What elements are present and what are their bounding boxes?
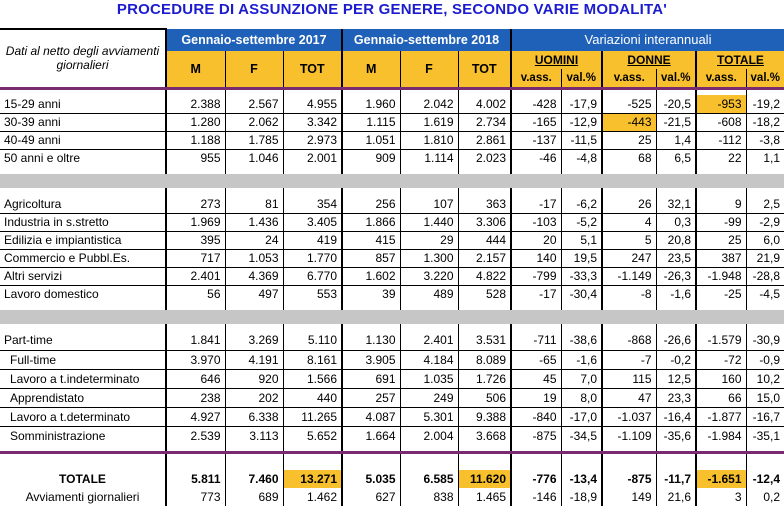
row-label: Apprendistato	[0, 388, 166, 407]
table-cell: 440	[283, 388, 342, 407]
group-totale: TOTALE	[696, 51, 784, 69]
total-section	[0, 452, 784, 506]
table-cell: -13,4	[561, 470, 602, 488]
table-cell: 19,5	[561, 249, 602, 267]
table-cell: 7.460	[225, 470, 283, 488]
table-cell: 2,5	[746, 195, 784, 213]
table-cell: -5,2	[561, 213, 602, 231]
table-cell: -11,7	[656, 470, 696, 488]
table-cell: -35,6	[656, 426, 696, 445]
table-cell: 2.157	[458, 249, 511, 267]
table-cell: 3.342	[283, 113, 342, 131]
table-cell: 13.271	[283, 470, 342, 488]
table-cell: 1.465	[458, 488, 511, 506]
table-cell: -776	[511, 470, 561, 488]
table-row	[0, 95, 784, 113]
table-row	[0, 470, 784, 488]
table-cell: 25	[602, 131, 656, 149]
row-label: 50 anni e oltre	[0, 149, 166, 167]
table-cell: -17,0	[561, 407, 602, 426]
table-row	[0, 213, 784, 231]
col-totale-vass: v.ass.	[696, 69, 746, 88]
table-cell: 24	[225, 231, 283, 249]
table-cell: 1.436	[225, 213, 283, 231]
table-cell: 2.388	[166, 95, 225, 113]
table-cell: 1.619	[400, 113, 458, 131]
table-cell: 1.130	[342, 331, 400, 350]
table-cell: 5.811	[166, 470, 225, 488]
table-cell: 47	[602, 388, 656, 407]
table-cell: -146	[511, 488, 561, 506]
table-cell: -0,2	[656, 350, 696, 369]
table-cell: 5.110	[283, 331, 342, 350]
separator	[0, 310, 784, 324]
table-cell: 1.602	[342, 267, 400, 285]
table-cell: 2.023	[458, 149, 511, 167]
table-cell: -608	[696, 113, 746, 131]
table-cell: 10,2	[746, 369, 784, 388]
col-tot-2018: TOT	[458, 51, 511, 88]
table-cell: -12,4	[746, 470, 784, 488]
table-cell: 717	[166, 249, 225, 267]
table-cell: -38,6	[561, 331, 602, 350]
table-cell: 1.810	[400, 131, 458, 149]
table-cell: 419	[283, 231, 342, 249]
col-m-2017: M	[166, 51, 225, 88]
table-cell: 1.051	[342, 131, 400, 149]
table-cell: 3.531	[458, 331, 511, 350]
table-cell: -26,6	[656, 331, 696, 350]
table-cell: 25	[696, 231, 746, 249]
table-cell: -428	[511, 95, 561, 113]
table-cell: 247	[602, 249, 656, 267]
table-cell: -33,3	[561, 267, 602, 285]
table-cell: 11.620	[458, 470, 511, 488]
table-cell: 4.184	[400, 350, 458, 369]
table-cell: 21,9	[746, 249, 784, 267]
table-cell: 2.401	[166, 267, 225, 285]
table-cell: 354	[283, 195, 342, 213]
table-cell: -1.877	[696, 407, 746, 426]
table-cell: 1.035	[400, 369, 458, 388]
row-label: Lavoro a t.determinato	[0, 407, 166, 426]
table-row	[0, 285, 784, 303]
table-cell: -21,5	[656, 113, 696, 131]
table-cell: 6.770	[283, 267, 342, 285]
table-row	[0, 131, 784, 149]
age-section	[0, 88, 784, 174]
col-f-2018: F	[400, 51, 458, 88]
table-cell: 3.306	[458, 213, 511, 231]
table-cell: 21,6	[656, 488, 696, 506]
table-cell: -18,2	[746, 113, 784, 131]
table-row	[0, 350, 784, 369]
table-row	[0, 369, 784, 388]
table-cell: 20,8	[656, 231, 696, 249]
table-cell: 3.113	[225, 426, 283, 445]
table-cell: -2,9	[746, 213, 784, 231]
table-cell: 4.002	[458, 95, 511, 113]
group-donne: DONNE	[602, 51, 696, 69]
table-cell: 497	[225, 285, 283, 303]
variations-header: Variazioni interannuali	[511, 29, 784, 51]
table-row	[0, 407, 784, 426]
table-cell: 3	[696, 488, 746, 506]
col-uomini-vass: v.ass.	[511, 69, 561, 88]
table-cell: 11.265	[283, 407, 342, 426]
table-cell: -1.037	[602, 407, 656, 426]
table-cell: 4.191	[225, 350, 283, 369]
period-2017-header: Gennaio-settembre 2017	[166, 29, 342, 51]
table-cell: -46	[511, 149, 561, 167]
table-cell: 5.652	[283, 426, 342, 445]
table-cell: 26	[602, 195, 656, 213]
row-label: Industria in s.stretto	[0, 213, 166, 231]
table-cell: 1.785	[225, 131, 283, 149]
table-cell: -1.579	[696, 331, 746, 350]
table-cell: 1.664	[342, 426, 400, 445]
table-cell: -3,8	[746, 131, 784, 149]
table-cell: 4.955	[283, 95, 342, 113]
group-uomini: UOMINI	[511, 51, 602, 69]
table-cell: 1.188	[166, 131, 225, 149]
table-cell: 273	[166, 195, 225, 213]
table-cell: -868	[602, 331, 656, 350]
table-row	[0, 113, 784, 131]
table-cell: 2.001	[283, 149, 342, 167]
table-cell: 1.841	[166, 331, 225, 350]
table-cell: -4,8	[561, 149, 602, 167]
row-label: TOTALE	[59, 472, 106, 486]
table-cell: 2.401	[400, 331, 458, 350]
table-cell: 3.668	[458, 426, 511, 445]
table-cell: -65	[511, 350, 561, 369]
table-cell: -6,2	[561, 195, 602, 213]
table-cell: 15,0	[746, 388, 784, 407]
row-label: Lavoro domestico	[0, 285, 166, 303]
table-cell: 3.970	[166, 350, 225, 369]
table-cell: 2.973	[283, 131, 342, 149]
table-cell: -16,7	[746, 407, 784, 426]
table-cell: 3.905	[342, 350, 400, 369]
table-cell: 39	[342, 285, 400, 303]
col-totale-valpct: val.%	[746, 69, 784, 88]
table-cell: 1.726	[458, 369, 511, 388]
table-cell: 1,1	[746, 149, 784, 167]
table-cell: 2.734	[458, 113, 511, 131]
table-cell: 56	[166, 285, 225, 303]
table-cell: 1.300	[400, 249, 458, 267]
table-cell: 2.004	[400, 426, 458, 445]
row-label: Commercio e Pubbl.Es.	[0, 249, 166, 267]
table-cell: 5.035	[342, 470, 400, 488]
table-cell: 20	[511, 231, 561, 249]
table-cell: 773	[166, 488, 225, 506]
table-cell: 2.062	[225, 113, 283, 131]
table-cell: 249	[400, 388, 458, 407]
row-label: Agricoltura	[4, 196, 62, 211]
header-row-periods	[0, 29, 784, 51]
col-uomini-valpct: val.%	[561, 69, 602, 88]
sector-section	[0, 188, 784, 310]
row-label: Part-time	[4, 333, 53, 348]
table-cell: 2.861	[458, 131, 511, 149]
table-cell: -840	[511, 407, 561, 426]
table-cell: 5,1	[561, 231, 602, 249]
table-cell: -799	[511, 267, 561, 285]
col-donne-vass: v.ass.	[602, 69, 656, 88]
table-cell: 1,4	[656, 131, 696, 149]
table-cell: -17	[511, 285, 561, 303]
table-cell: 7,0	[561, 369, 602, 388]
table-cell: 9	[696, 195, 746, 213]
table-cell: -1.109	[602, 426, 656, 445]
table-cell: -30,9	[746, 331, 784, 350]
table-cell: 0,2	[746, 488, 784, 506]
table-cell: 4.927	[166, 407, 225, 426]
table-row	[0, 267, 784, 285]
table-cell: 5	[602, 231, 656, 249]
table-cell: -34,5	[561, 426, 602, 445]
table-cell: -1.948	[696, 267, 746, 285]
table-cell: -1.149	[602, 267, 656, 285]
table-cell: 12,5	[656, 369, 696, 388]
table-cell: -103	[511, 213, 561, 231]
table-cell: -16,4	[656, 407, 696, 426]
separator	[0, 174, 784, 188]
table-cell: -953	[696, 95, 746, 113]
table-cell: 1.770	[283, 249, 342, 267]
table-cell: -4,5	[746, 285, 784, 303]
col-f-2017: F	[225, 51, 283, 88]
table-row	[0, 249, 784, 267]
table-cell: 646	[166, 369, 225, 388]
table-cell: 1.866	[342, 213, 400, 231]
table-cell: -1.651	[696, 470, 746, 488]
table-cell: 1.115	[342, 113, 400, 131]
hiring-table	[0, 28, 784, 506]
table-cell: 955	[166, 149, 225, 167]
table-cell: 8.089	[458, 350, 511, 369]
table-cell: 1.046	[225, 149, 283, 167]
table-cell: -165	[511, 113, 561, 131]
table-cell: 29	[400, 231, 458, 249]
table-cell: 8,0	[561, 388, 602, 407]
table-cell: 66	[696, 388, 746, 407]
table-cell: -25	[696, 285, 746, 303]
table-cell: 160	[696, 369, 746, 388]
table-cell: 3.269	[225, 331, 283, 350]
table-cell: 3.405	[283, 213, 342, 231]
row-label: 30-39 anni	[0, 113, 166, 131]
table-cell: -112	[696, 131, 746, 149]
table-cell: 920	[225, 369, 283, 388]
table-cell: 115	[602, 369, 656, 388]
table-cell: -17,9	[561, 95, 602, 113]
row-label: Somministrazione	[0, 426, 166, 445]
table-row	[0, 388, 784, 407]
table-cell: 5.301	[400, 407, 458, 426]
table-cell: -26,3	[656, 267, 696, 285]
table-cell: 3.220	[400, 267, 458, 285]
table-cell: 691	[342, 369, 400, 388]
table-cell: -7	[602, 350, 656, 369]
table-cell: -18,9	[561, 488, 602, 506]
table-cell: 4.369	[225, 267, 283, 285]
table-cell: 256	[342, 195, 400, 213]
table-cell: 1.053	[225, 249, 283, 267]
table-cell: 202	[225, 388, 283, 407]
table-cell: -28,8	[746, 267, 784, 285]
table-cell: 4.822	[458, 267, 511, 285]
table-cell: 857	[342, 249, 400, 267]
table-cell: 1.114	[400, 149, 458, 167]
table-cell: -1,6	[561, 350, 602, 369]
table-cell: -19,2	[746, 95, 784, 113]
table-cell: 22	[696, 149, 746, 167]
table-cell: -875	[602, 470, 656, 488]
table-cell: 2.539	[166, 426, 225, 445]
table-cell: 689	[225, 488, 283, 506]
contract-section	[0, 324, 784, 452]
col-tot-2017: TOT	[283, 51, 342, 88]
table-corner-label: Dati al netto degli avviamenti giornalieri	[0, 29, 166, 88]
table-row	[0, 149, 784, 167]
table-cell: 0,3	[656, 213, 696, 231]
table-cell: -525	[602, 95, 656, 113]
table-cell: -1.984	[696, 426, 746, 445]
table-cell: -137	[511, 131, 561, 149]
table-cell: -35,1	[746, 426, 784, 445]
table-cell: 2.042	[400, 95, 458, 113]
row-label: Lavoro a t.indeterminato	[0, 369, 166, 388]
table-row	[0, 426, 784, 445]
table-cell: 1.566	[283, 369, 342, 388]
table-cell: 387	[696, 249, 746, 267]
table-cell: 1.440	[400, 213, 458, 231]
table-cell: -443	[602, 113, 656, 131]
table-cell: 506	[458, 388, 511, 407]
col-donne-valpct: val.%	[656, 69, 696, 88]
table-cell: -30,4	[561, 285, 602, 303]
table-cell: 149	[602, 488, 656, 506]
table-cell: 6,0	[746, 231, 784, 249]
table-cell: 257	[342, 388, 400, 407]
table-cell: 32,1	[656, 195, 696, 213]
table-cell: 444	[458, 231, 511, 249]
row-label: 15-29 anni	[4, 96, 61, 111]
table-cell: -8	[602, 285, 656, 303]
row-label: Avviamenti giornalieri	[25, 490, 140, 504]
table-cell: 395	[166, 231, 225, 249]
table-cell: 4	[602, 213, 656, 231]
table-cell: 415	[342, 231, 400, 249]
table-cell: -711	[511, 331, 561, 350]
row-label: Edilizia e impiantistica	[0, 231, 166, 249]
table-cell: 909	[342, 149, 400, 167]
table-cell: -11,5	[561, 131, 602, 149]
table-cell: 81	[225, 195, 283, 213]
table-cell: 528	[458, 285, 511, 303]
table-row	[0, 488, 784, 506]
table-cell: 489	[400, 285, 458, 303]
table-cell: 1.280	[166, 113, 225, 131]
table-cell: 2.567	[225, 95, 283, 113]
table-cell: 107	[400, 195, 458, 213]
table-cell: 838	[400, 488, 458, 506]
table-cell: -1,6	[656, 285, 696, 303]
page-title: PROCEDURE DI ASSUNZIONE PER GENERE, SECONDO VARIE MODALITA'	[116, 1, 668, 18]
table-cell: 553	[283, 285, 342, 303]
table-cell: 23,5	[656, 249, 696, 267]
period-2018-header: Gennaio-settembre 2018	[342, 29, 511, 51]
table-cell: 45	[511, 369, 561, 388]
table-cell: 6.585	[400, 470, 458, 488]
table-cell: -72	[696, 350, 746, 369]
row-label: Altri servizi	[0, 267, 166, 285]
table-cell: 627	[342, 488, 400, 506]
table-cell: -0,9	[746, 350, 784, 369]
row-label: 40-49 anni	[0, 131, 166, 149]
table-cell: 4.087	[342, 407, 400, 426]
col-m-2018: M	[342, 51, 400, 88]
table-row	[0, 231, 784, 249]
table-cell: 6,5	[656, 149, 696, 167]
table-cell: 1.969	[166, 213, 225, 231]
table-row	[0, 331, 784, 350]
table-cell: -99	[696, 213, 746, 231]
table-cell: 1.960	[342, 95, 400, 113]
table-cell: 8.161	[283, 350, 342, 369]
table-cell: -875	[511, 426, 561, 445]
table-cell: 19	[511, 388, 561, 407]
row-label: Full-time	[0, 350, 166, 369]
table-row	[0, 195, 784, 213]
table-cell: 238	[166, 388, 225, 407]
table-cell: 1.462	[283, 488, 342, 506]
table-cell: 6.338	[225, 407, 283, 426]
table-cell: -12,9	[561, 113, 602, 131]
table-cell: -20,5	[656, 95, 696, 113]
table-cell: 9.388	[458, 407, 511, 426]
table-cell: -17	[511, 195, 561, 213]
table-cell: 23,3	[656, 388, 696, 407]
table-cell: 140	[511, 249, 561, 267]
table-cell: 363	[458, 195, 511, 213]
table-cell: 68	[602, 149, 656, 167]
